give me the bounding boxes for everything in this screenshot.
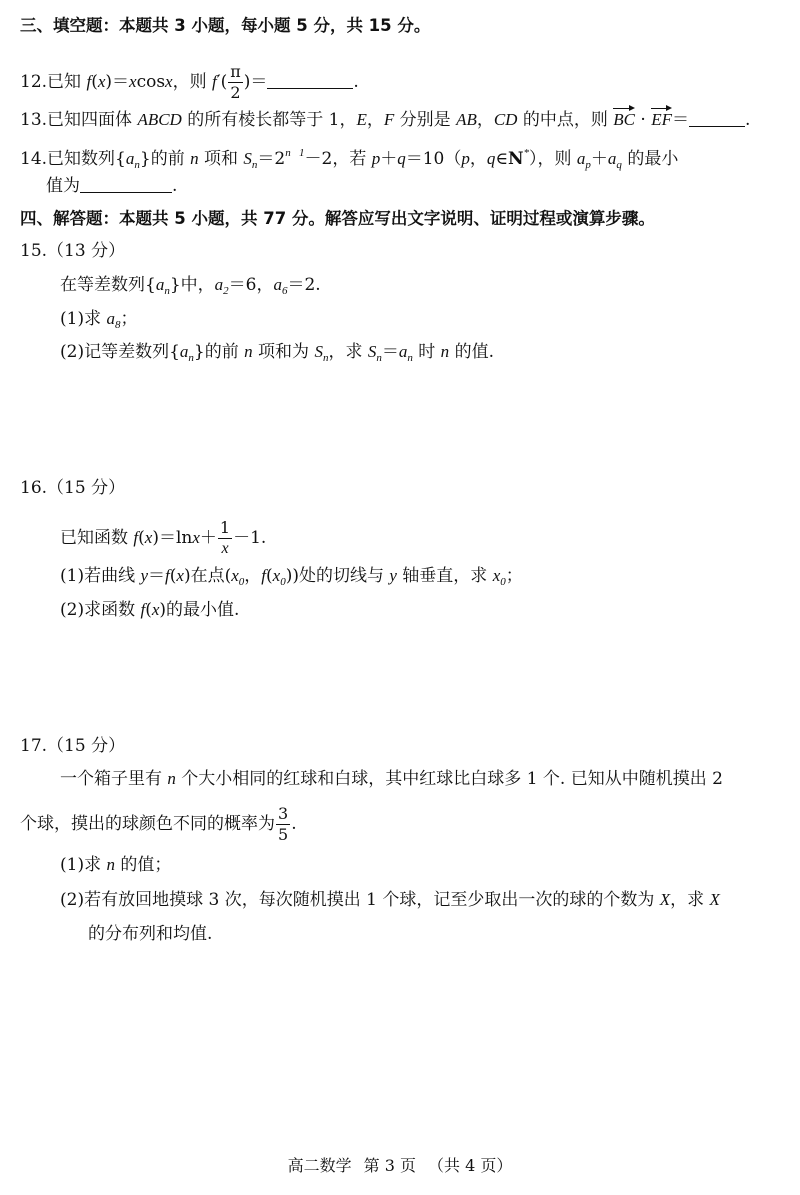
q15-text: (1)求 [60, 309, 107, 329]
q14-var: p [461, 149, 470, 168]
q14-exponent: n 1 [285, 147, 305, 159]
q12-text: . [353, 72, 359, 92]
q13-text: 的所有棱长都等于 1， [181, 110, 357, 130]
q14-text: ＋ [590, 149, 608, 169]
question-16-header: 16.（15 分） [20, 478, 126, 498]
fraction-denominator: 5 [278, 825, 289, 844]
q16-text: ( [266, 566, 273, 586]
question-17-part-1 [60, 853, 171, 877]
q17-text: ，求 [670, 890, 710, 910]
q12-text: cos [136, 72, 166, 92]
q15-var: n [440, 342, 450, 361]
footer-subject: 高二数学 [287, 1156, 352, 1175]
q14-text: 的最小 [621, 149, 679, 169]
q15-subscript: 6 [281, 285, 288, 297]
q15-var: S [314, 342, 323, 361]
question-17-part-2-line-2: 的分布列和均值. [88, 924, 213, 944]
q12-fraction [228, 64, 243, 101]
question-16-stem [60, 520, 266, 557]
q17-text: (1)求 [60, 855, 107, 875]
q12-var: f [86, 72, 92, 91]
q14-var: a [607, 149, 617, 168]
fraction-denominator: 2 [230, 83, 241, 102]
q14-subscript: q [616, 159, 622, 171]
q14-var: p [371, 149, 381, 168]
q12-var: x [165, 72, 173, 91]
q12-text: )＝ [243, 72, 268, 92]
q14-text: ， [469, 149, 487, 169]
q16-text: ))处的切线与 [285, 566, 390, 586]
q16-text: ； [505, 566, 523, 586]
q14-text: }的前 [139, 149, 191, 169]
q12-text: ′( [216, 72, 228, 92]
q16-text: (1)若曲线 [60, 566, 141, 586]
q13-text: 已知四面体 [47, 110, 138, 130]
q13-text: . [745, 110, 751, 130]
q13-text: ＝ [672, 110, 690, 130]
q16-text: ( [138, 528, 145, 548]
q15-text: ＝2. [287, 275, 321, 295]
q16-var: y [389, 566, 397, 585]
q16-text: (2)求函数 [60, 600, 141, 620]
vector-bc: BC [613, 108, 635, 132]
fraction-numerator: 3 [278, 804, 289, 823]
q15-text: 时 [412, 342, 441, 362]
fraction-numerator: π [230, 62, 241, 81]
q15-var: n [244, 342, 253, 361]
q12-text: )＝ [105, 72, 130, 92]
q17-text: (2)若有放回地摸球 3 次，每次随机摸出 1 个球，记至少取出一次的球的个数为 [60, 890, 660, 910]
q15-subscript: 8 [114, 319, 121, 331]
q14-text: ），则 [529, 149, 577, 169]
q17-var: n [167, 769, 176, 788]
vector-ef: EF [651, 108, 672, 132]
question-17-header: 17.（15 分） [20, 736, 126, 756]
q14-text: ＝2 [257, 149, 286, 169]
question-17-part-2 [60, 888, 720, 912]
q15-subscript: n [407, 352, 413, 364]
answer-blank [689, 110, 745, 127]
q15-text: ＝6， [228, 275, 274, 295]
q16-fraction [218, 520, 232, 557]
q15-var: S [367, 342, 377, 361]
q14-text: 已知数列{ [47, 149, 126, 169]
q16-subscript: 0 [500, 576, 506, 588]
q16-var: f [133, 528, 139, 547]
q12-var: f [212, 72, 217, 91]
q14-text: 值为 [46, 176, 80, 196]
q15-subscript: n [188, 352, 194, 364]
q14-text: 项和 [198, 149, 244, 169]
q14-text: . [172, 176, 178, 196]
q16-text: ＝ [148, 566, 166, 586]
q14-var: q [486, 149, 496, 168]
question-14-line-2 [46, 174, 177, 198]
q14-text: ∈ [495, 149, 508, 169]
q14-superscript: * [523, 147, 530, 159]
q15-var: a [155, 275, 165, 294]
q16-subscript: 0 [280, 576, 286, 588]
q15-subscript: n [322, 352, 329, 364]
q15-var: a [398, 342, 408, 361]
q15-var: a [273, 275, 282, 294]
q15-text: 的值. [449, 342, 494, 362]
footer-page-number: 第 3 页 [363, 1156, 416, 1175]
question-12 [20, 64, 359, 101]
q16-var: x [231, 566, 239, 585]
q13-var: CD [493, 110, 518, 129]
q13-number: 13. [20, 110, 48, 130]
q15-subscript: n [164, 285, 170, 297]
fraction-numerator: 1 [219, 518, 231, 537]
q15-var: a [106, 309, 115, 328]
q13-var: F [383, 110, 395, 129]
q15-var: a [179, 342, 189, 361]
q13-text: ， [476, 110, 494, 130]
q16-text: 轴垂直，求 [396, 566, 493, 586]
q13-text: 分别是 [394, 110, 457, 130]
q13-var: E [356, 110, 367, 129]
q16-text: ( [145, 600, 152, 620]
answer-blank [80, 176, 172, 193]
q13-text: 的中点，则 [517, 110, 614, 130]
q16-text: ， [244, 566, 262, 586]
q16-var: f [140, 600, 146, 619]
question-17-stem-line-2 [20, 806, 297, 843]
q16-text: )＝ln [152, 528, 193, 548]
question-13 [20, 108, 750, 132]
q14-var: q [397, 149, 406, 168]
q16-text: )的最小值. [159, 600, 240, 620]
question-17-stem [60, 767, 723, 791]
q17-text: . [291, 814, 297, 834]
question-14 [20, 141, 678, 177]
q13-var: AB [456, 110, 477, 129]
q12-number: 12. [20, 72, 48, 92]
q16-text: )在点( [183, 566, 232, 586]
q16-text: －1. [233, 528, 267, 548]
q17-text: 一个箱子里有 [60, 769, 168, 789]
q14-set-n: N [507, 149, 524, 169]
q14-var: S [243, 149, 252, 168]
q17-fraction [276, 806, 290, 843]
q15-text: ＝ [381, 342, 399, 362]
footer-total-pages: （共 4 页） [428, 1156, 513, 1175]
q14-subscript: n [251, 159, 258, 171]
q14-number: 14. [20, 149, 48, 169]
q17-text: 的值； [114, 855, 172, 875]
q14-text: ＋ [380, 149, 398, 169]
q15-text: }中， [169, 275, 215, 295]
q16-var: x [176, 566, 184, 585]
fraction-denominator: x [221, 540, 229, 557]
q14-var: a [125, 149, 135, 168]
section-3-title: 三、填空题：本题共 3 小题，每小题 5 分，共 15 分。 [20, 16, 431, 35]
q15-var: a [214, 275, 224, 294]
q14-subscript: n [134, 159, 140, 171]
page-footer [0, 1153, 800, 1176]
q13-text: · [635, 110, 652, 130]
q16-text: ＋ [199, 528, 217, 548]
question-15-stem [60, 273, 321, 303]
q16-var: f [261, 566, 266, 585]
q16-var: x [151, 600, 160, 619]
question-15-part-1 [60, 307, 137, 337]
q16-var: f [165, 566, 170, 585]
q14-text: ＝10（ [405, 149, 462, 169]
q15-text: ，求 [328, 342, 368, 362]
q12-var: x [97, 72, 106, 91]
q16-var: x [144, 528, 153, 547]
q16-var: x [272, 566, 281, 585]
q12-text: 已知 [47, 72, 87, 92]
q15-subscript: n [376, 352, 382, 364]
q13-text: ， [366, 110, 384, 130]
q17-var: X [709, 890, 720, 909]
q14-var: a [576, 149, 586, 168]
q12-text: ( [91, 72, 98, 92]
q16-var: x [492, 566, 501, 585]
q13-var: ABCD [137, 110, 182, 129]
q14-text: －2，若 [304, 149, 372, 169]
question-15-part-2 [60, 340, 494, 370]
q16-var: y [140, 566, 149, 585]
q15-text: 项和为 [252, 342, 315, 362]
section-4-title: 四、解答题：本题共 5 小题，共 77 分。解答应写出文字说明、证明过程或演算步骤。 [20, 209, 655, 228]
question-16-part-2 [60, 598, 239, 622]
q14-var: n [190, 149, 199, 168]
question-16-part-1 [60, 564, 523, 594]
q16-var: x [192, 528, 200, 547]
q16-text: 已知函数 [60, 528, 134, 548]
q16-subscript: 0 [238, 576, 245, 588]
answer-blank [267, 72, 353, 89]
q12-var: x [129, 72, 137, 91]
q15-subscript: 2 [223, 285, 229, 297]
q17-var: n [106, 855, 115, 874]
q16-text: ( [169, 566, 177, 586]
q12-text: ，则 [172, 72, 212, 92]
q15-text: 在等差数列{ [60, 275, 156, 295]
q15-text: (2)记等差数列{ [60, 342, 180, 362]
q17-text: 个大小相同的红球和白球，其中红球比白球多 1 个. 已知从中随机摸出 2 [175, 769, 723, 789]
q15-text: ； [120, 309, 138, 329]
q15-text: }的前 [193, 342, 245, 362]
q17-text: 个球，摸出的球颜色不同的概率为 [20, 814, 275, 834]
q14-subscript: p [585, 159, 591, 171]
question-15-header: 15.（13 分） [20, 241, 126, 261]
q17-var: X [659, 890, 671, 909]
